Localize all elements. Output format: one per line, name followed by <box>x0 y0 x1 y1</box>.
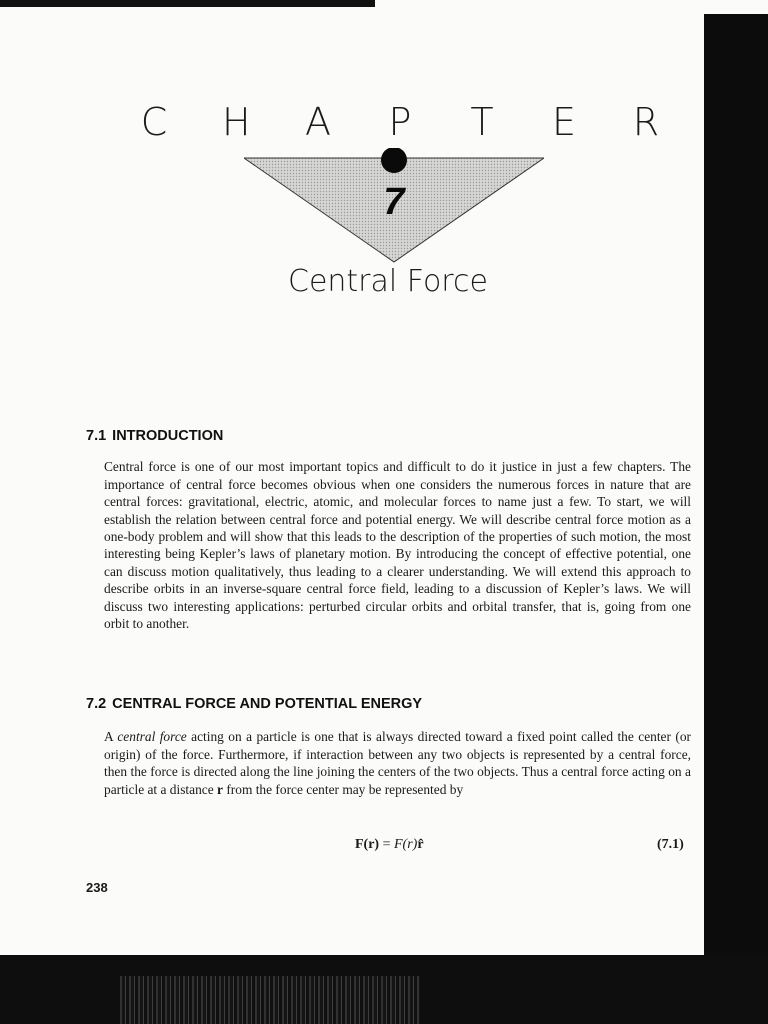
chapter-letter: P <box>388 100 412 144</box>
section-title: INTRODUCTION <box>112 428 224 444</box>
paragraph-text: A <box>104 729 118 745</box>
chapter-number: 7 <box>383 181 405 223</box>
equation-rhs-unit-vector: r̂ <box>417 837 424 852</box>
equation-number: (7.1) <box>657 837 684 852</box>
section-heading-introduction <box>86 428 223 444</box>
page-number: 238 <box>86 880 108 895</box>
paragraph-text: acting on a particle is one that is always directed toward a fixed point called the center (or origin) of the force. Furthermore, if interaction between any two objects is represented by a central force, then the force is directed along the line joining the centers of the two objects. Thus a central force acting on a particle at a distance <box>104 729 691 797</box>
scan-top-border <box>0 0 375 7</box>
chapter-letter: H <box>222 100 251 144</box>
chapter-letter: A <box>305 100 331 144</box>
scan-right-border <box>704 14 768 1024</box>
section-heading-central-force <box>86 696 422 712</box>
chapter-letter: R <box>632 100 660 144</box>
paragraph-text: from the force center may be represented by <box>222 781 464 797</box>
equation-lhs: F(r) <box>355 837 380 852</box>
chapter-emblem <box>244 148 544 264</box>
scan-noise <box>120 976 420 1024</box>
equation-rhs-scalar: F(r) <box>394 837 418 852</box>
equation-equals: = <box>379 837 394 852</box>
central-force-paragraph <box>104 728 691 798</box>
chapter-title: Central Force <box>288 264 488 299</box>
section-number: 7.1 <box>86 428 107 444</box>
equation <box>355 837 424 853</box>
emblem-dot <box>381 148 407 173</box>
defined-term: central force <box>117 729 187 745</box>
section-title: CENTRAL FORCE AND POTENTIAL ENERGY <box>112 696 423 712</box>
chapter-heading <box>140 100 660 150</box>
chapter-letter: T <box>470 100 494 144</box>
vector-variable: r <box>217 781 223 797</box>
chapter-letter: C <box>140 100 168 144</box>
chapter-letter: E <box>551 100 576 144</box>
section-number: 7.2 <box>86 696 107 712</box>
introduction-paragraph: Central force is one of our most important topics and difficult to do it justice in just a few chapters. The importance of central force becomes obvious when one considers the numerous forces in nature that are central forces: gravitational, electric, atomic, and molecular forces to name just a few. To start, we will establish the relation between central force and potential energy. We will describe central force motion as a one-body problem and will show that this leads to the description of the properties of such motion, the most interesting being Kepler’s laws of planetary motion. By introducing the concept of effective potential, one can discuss motion qualitatively, thus leading to a clearer understanding. We will extend this approach to describe orbits in an inverse-square central force field, leading to a discussion of Kepler’s laws. We will discuss two interesting applications: perturbed circular orbits and orbital transfer, that is, going from one orbit to another. <box>104 459 691 632</box>
